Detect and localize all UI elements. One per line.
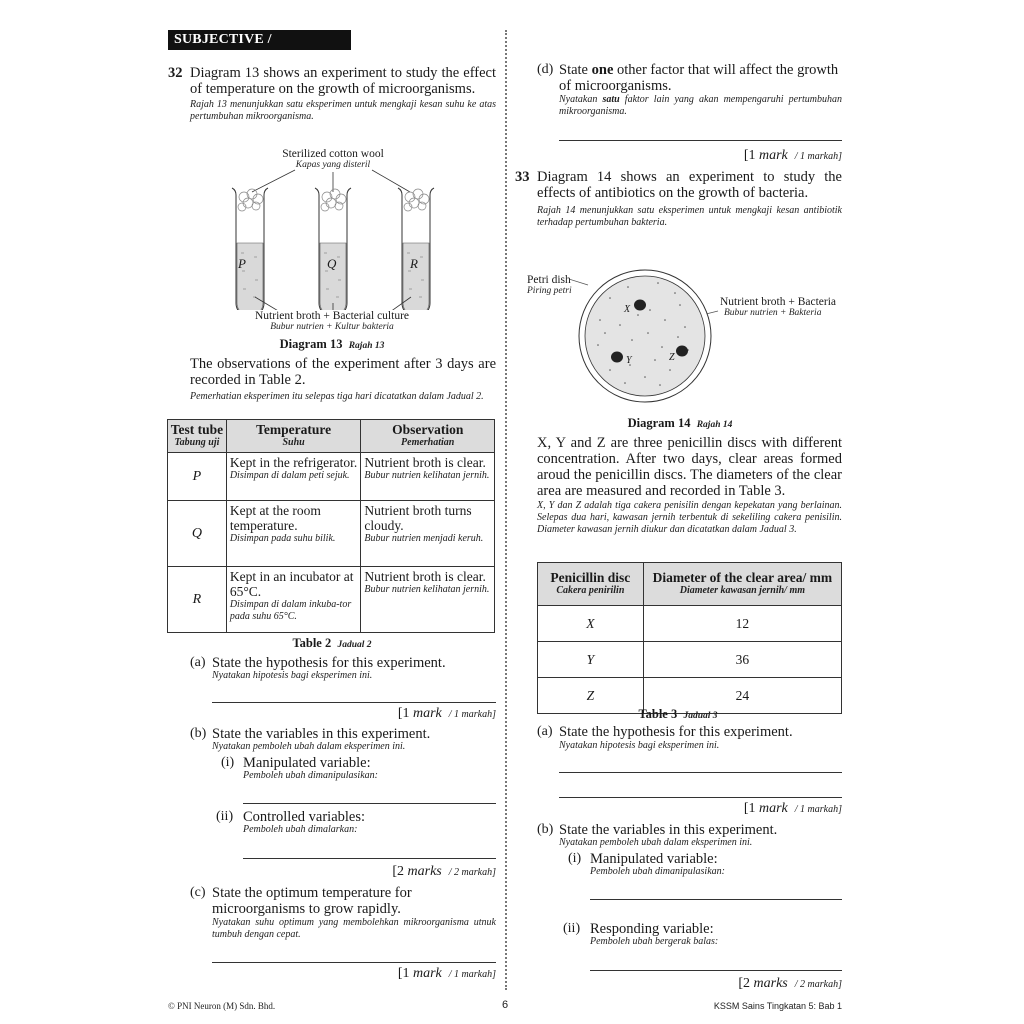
- broth-bacteria-label-ms: Bubur nutrien + Bakteria: [724, 308, 822, 318]
- test-tube-r: [398, 188, 434, 310]
- q32-b-ii-question-en: Controlled variables:: [243, 809, 366, 825]
- q33-a-question-ms: Nyatakan hipotesis bagi eksperimen ini.: [559, 740, 720, 751]
- q32-a-answer-line[interactable]: [212, 702, 496, 703]
- tube-label-q: Q: [327, 256, 337, 271]
- cotton-wool-label-en: Sterilized cotton wool: [282, 148, 384, 160]
- q32-d-answer-line[interactable]: [559, 140, 842, 141]
- table-row: [168, 453, 495, 501]
- table-2-header-observation: Observation Pemerhatian: [361, 420, 495, 453]
- observations-intro-ms: Pemerhatian eksperimen itu selepas tiga hari dicatatkan dalam Jadual 2.: [190, 391, 484, 402]
- q33-b-ii-label: (ii): [563, 921, 581, 936]
- table-2-caption-ms: Jadual 2: [337, 640, 372, 650]
- diagram-14-petri-dish: [570, 265, 730, 405]
- table-3-diameter: 24: [643, 678, 841, 714]
- q33-b-label: (b): [537, 822, 554, 837]
- table-3-caption: [578, 707, 778, 722]
- q33-b-i-answer-line[interactable]: [590, 899, 842, 900]
- broth-label-ms: Bubur nutrien + Kultur bakteria: [270, 322, 394, 332]
- penicillin-description-ms: X, Y dan Z adalah tiga cakera penisilin dengan kepekatan yang berlainan. Selepas dua hari, kawasan jernih terbentuk di sekeliling cakera penisilin. Diameter kawasan jernih diukur dan dicatatkan dalam Jadual 3.: [537, 500, 842, 535]
- q32-b-i-label: (i): [221, 755, 235, 770]
- table-3-caption-en: Table 3: [638, 707, 678, 721]
- disc-label-x: X: [624, 304, 631, 315]
- q33-a-question-en: State the hypothesis for this experiment.: [559, 724, 793, 740]
- disc-label-y: Y: [626, 355, 632, 366]
- observations-intro-en: The observations of the experiment after 3 days are recorded in Table 2.: [190, 356, 496, 388]
- section-header: SUBJECTIVE / SUBJEKTIF: [168, 30, 351, 50]
- footer-page-number: 6: [502, 999, 509, 1011]
- broth-bacteria-label-en: Nutrient broth + Bacteria: [720, 296, 837, 308]
- table-3-disc: Z: [538, 678, 644, 714]
- test-tube-q: [315, 188, 351, 310]
- table-2-tube: Q: [168, 501, 227, 567]
- q32-d-label: (d): [537, 62, 554, 77]
- q32-c-marks: [1 mark / 1 markah]: [397, 966, 496, 981]
- table-2: [167, 419, 495, 633]
- q33-b-marks: [2 marks / 2 markah]: [738, 976, 842, 991]
- table-2-observation: Nutrient broth is clear. Bubur nutrien kelihatan jernih.: [361, 453, 495, 501]
- diagram-14-caption-ms: Rajah 14: [696, 420, 733, 430]
- diagram-13-test-tubes: [200, 160, 460, 310]
- table-3-diameter: 12: [643, 606, 841, 642]
- disc-label-z: Z: [669, 352, 675, 363]
- q32-d-question-en: State one other factor that will affect the growth of microorganisms.: [559, 62, 839, 94]
- penicillin-disc-x: [634, 300, 646, 311]
- q33-b-ii-question-ms: Pemboleh ubah bergerak balas:: [590, 936, 719, 947]
- pointer-line: [252, 170, 295, 192]
- table-3-header-row: [538, 563, 842, 606]
- table-row: [168, 567, 495, 633]
- table-3-diameter: 36: [643, 642, 841, 678]
- q32-c-question-ms: Nyatakan suhu optimum yang membolehkan mikroorganisma utnuk tumbuh dengan cepat.: [212, 917, 496, 940]
- q33-a-marks: [1 mark / 1 markah]: [743, 801, 842, 816]
- table-2-caption-en: Table 2: [292, 636, 332, 650]
- question-32-number: 32: [168, 65, 183, 81]
- question-33-intro-ms: Rajah 14 menunjukkan satu eksperimen untuk mengkaji kesan antibiotik terhadap pertumbuhan bakteria.: [537, 205, 842, 228]
- footer-publisher: © PNI Neuron (M) Sdn. Bhd.: [168, 1001, 276, 1011]
- table-2-caption: [232, 636, 432, 651]
- diagram-14-caption-en: Diagram 14: [627, 416, 691, 430]
- diagram-13-caption-en: Diagram 13: [279, 337, 343, 351]
- diagram-14-caption: [580, 416, 780, 431]
- table-3-header-diameter: Diameter of the clear area/ mm Diameter kawasan jernih/ mm: [643, 563, 841, 606]
- question-32-intro-en: Diagram 13 shows an experiment to study the effect of temperature on the growth of microorganisms.: [190, 65, 496, 97]
- q33-b-ii-question-en: Responding variable:: [590, 921, 714, 937]
- q32-b-question-ms: Nyatakan pemboleh ubah dalam eksperimen ini.: [212, 741, 406, 752]
- petri-dish-label-en: Petri dish: [527, 274, 571, 286]
- q32-b-label: (b): [190, 726, 207, 741]
- penicillin-disc-y: [611, 352, 623, 363]
- table-row: [538, 606, 842, 642]
- q32-c-label: (c): [190, 885, 206, 900]
- q32-a-question-en: State the hypothesis for this experiment.: [212, 655, 446, 671]
- table-3: [537, 562, 842, 714]
- nutrient-agar: [585, 276, 705, 396]
- table-3-caption-ms: Jadual 3: [683, 711, 718, 721]
- q32-c-question-en: State the optimum temperature for microorganisms to grow rapidly.: [212, 885, 412, 917]
- q33-a-label: (a): [537, 724, 553, 739]
- q33-b-i-question-en: Manipulated variable:: [590, 851, 718, 867]
- table-row: [538, 642, 842, 678]
- q33-a-answer-line-2[interactable]: [559, 797, 842, 798]
- pointer-line: [570, 275, 588, 285]
- table-2-temperature: Kept at the room temperature. Disimpan pada suhu bilik.: [226, 501, 361, 567]
- q32-b-i-question-ms: Pemboleh ubah dimanipulasikan:: [243, 770, 378, 781]
- table-2-temperature: Kept in the refrigerator. Disimpan di dalam peti sejuk.: [226, 453, 361, 501]
- penicillin-description-en: X, Y and Z are three penicillin discs with different concentration. After two days, clear areas formed aroud the penicillin discs. The diameters of the clear area are measured and recorded in Table 3.: [537, 435, 842, 499]
- q32-c-answer-line[interactable]: [212, 962, 496, 963]
- table-2-header-temperature: Temperature Suhu: [226, 420, 361, 453]
- table-2-header-test-tube: Test tube Tabung uji: [168, 420, 227, 453]
- table-2-tube: R: [168, 567, 227, 633]
- pointer-line: [372, 170, 410, 192]
- q33-b-question-ms: Nyatakan pemboleh ubah dalam eksperimen ini.: [559, 837, 753, 848]
- test-tube-p: [232, 188, 268, 310]
- q32-b-question-en: State the variables in this experiment.: [212, 726, 431, 742]
- q33-b-i-question-ms: Pemboleh ubah dimanipulasikan:: [590, 866, 725, 877]
- table-2-tube: P: [168, 453, 227, 501]
- footer-book-title: KSSM Sains Tingkatan 5: Bab 1: [713, 1001, 842, 1011]
- question-32-intro-ms: Rajah 13 menunjukkan satu eksperimen untuk mengkaji kesan suhu ke atas pertumbuhan mikroorganisma.: [190, 99, 496, 122]
- q32-b-i-question-en: Manipulated variable:: [243, 755, 371, 771]
- q32-a-question-ms: Nyatakan hipotesis bagi eksperimen ini.: [212, 670, 373, 681]
- q32-a-label: (a): [190, 655, 206, 670]
- table-3-header-disc: Penicillin disc Cakera penirilin: [538, 563, 644, 606]
- cotton-wool-label-ms: Kapas yang disteril: [295, 160, 371, 170]
- penicillin-disc-z: [676, 346, 688, 357]
- q33-a-answer-line-1[interactable]: [559, 772, 842, 773]
- question-33-number: 33: [515, 169, 530, 185]
- q32-b-i-answer-line[interactable]: [243, 803, 496, 804]
- table-3-disc: X: [538, 606, 644, 642]
- q33-b-question-en: State the variables in this experiment.: [559, 822, 778, 838]
- q32-b-ii-label: (ii): [216, 809, 234, 824]
- q32-b-marks: [2 marks / 2 markah]: [392, 864, 496, 879]
- petri-dish-label-ms: Piring petri: [527, 286, 572, 296]
- q33-b-i-label: (i): [568, 851, 582, 866]
- q32-b-ii-answer-line[interactable]: [243, 858, 496, 859]
- column-divider: [505, 30, 507, 990]
- table-row: [168, 501, 495, 567]
- tube-label-r: R: [410, 256, 418, 271]
- q32-a-marks: [1 mark / 1 markah]: [397, 706, 496, 721]
- diagram-13-caption-ms: Rajah 13: [348, 341, 385, 351]
- table-3-disc: Y: [538, 642, 644, 678]
- diagram-13-caption: [232, 337, 432, 352]
- table-2-observation: Nutrient broth turns cloudy. Bubur nutrien menjadi keruh.: [361, 501, 495, 567]
- table-2-header-row: [168, 420, 495, 453]
- tube-label-p: P: [238, 256, 246, 271]
- q32-d-marks: [1 mark / 1 markah]: [743, 148, 842, 163]
- q32-b-ii-question-ms: Pemboleh ubah dimalarkan:: [243, 824, 358, 835]
- question-33-intro-en: Diagram 14 shows an experiment to study the effects of antibiotics on the growth of bacteria.: [537, 169, 842, 201]
- broth-label-en: Nutrient broth + Bacterial culture: [254, 310, 409, 322]
- table-2-temperature: Kept in an incubator at 65°C. Disimpan di dalam inkuba-tor pada suhu 65°C.: [226, 567, 361, 633]
- q33-b-ii-answer-line[interactable]: [590, 970, 842, 971]
- q32-d-question-ms: Nyatakan satu faktor lain yang akan mempengaruhi pertumbuhan mikroorganisma.: [559, 94, 843, 117]
- table-2-observation: Nutrient broth is clear. Bubur nutrien kelihatan jernih.: [361, 567, 495, 633]
